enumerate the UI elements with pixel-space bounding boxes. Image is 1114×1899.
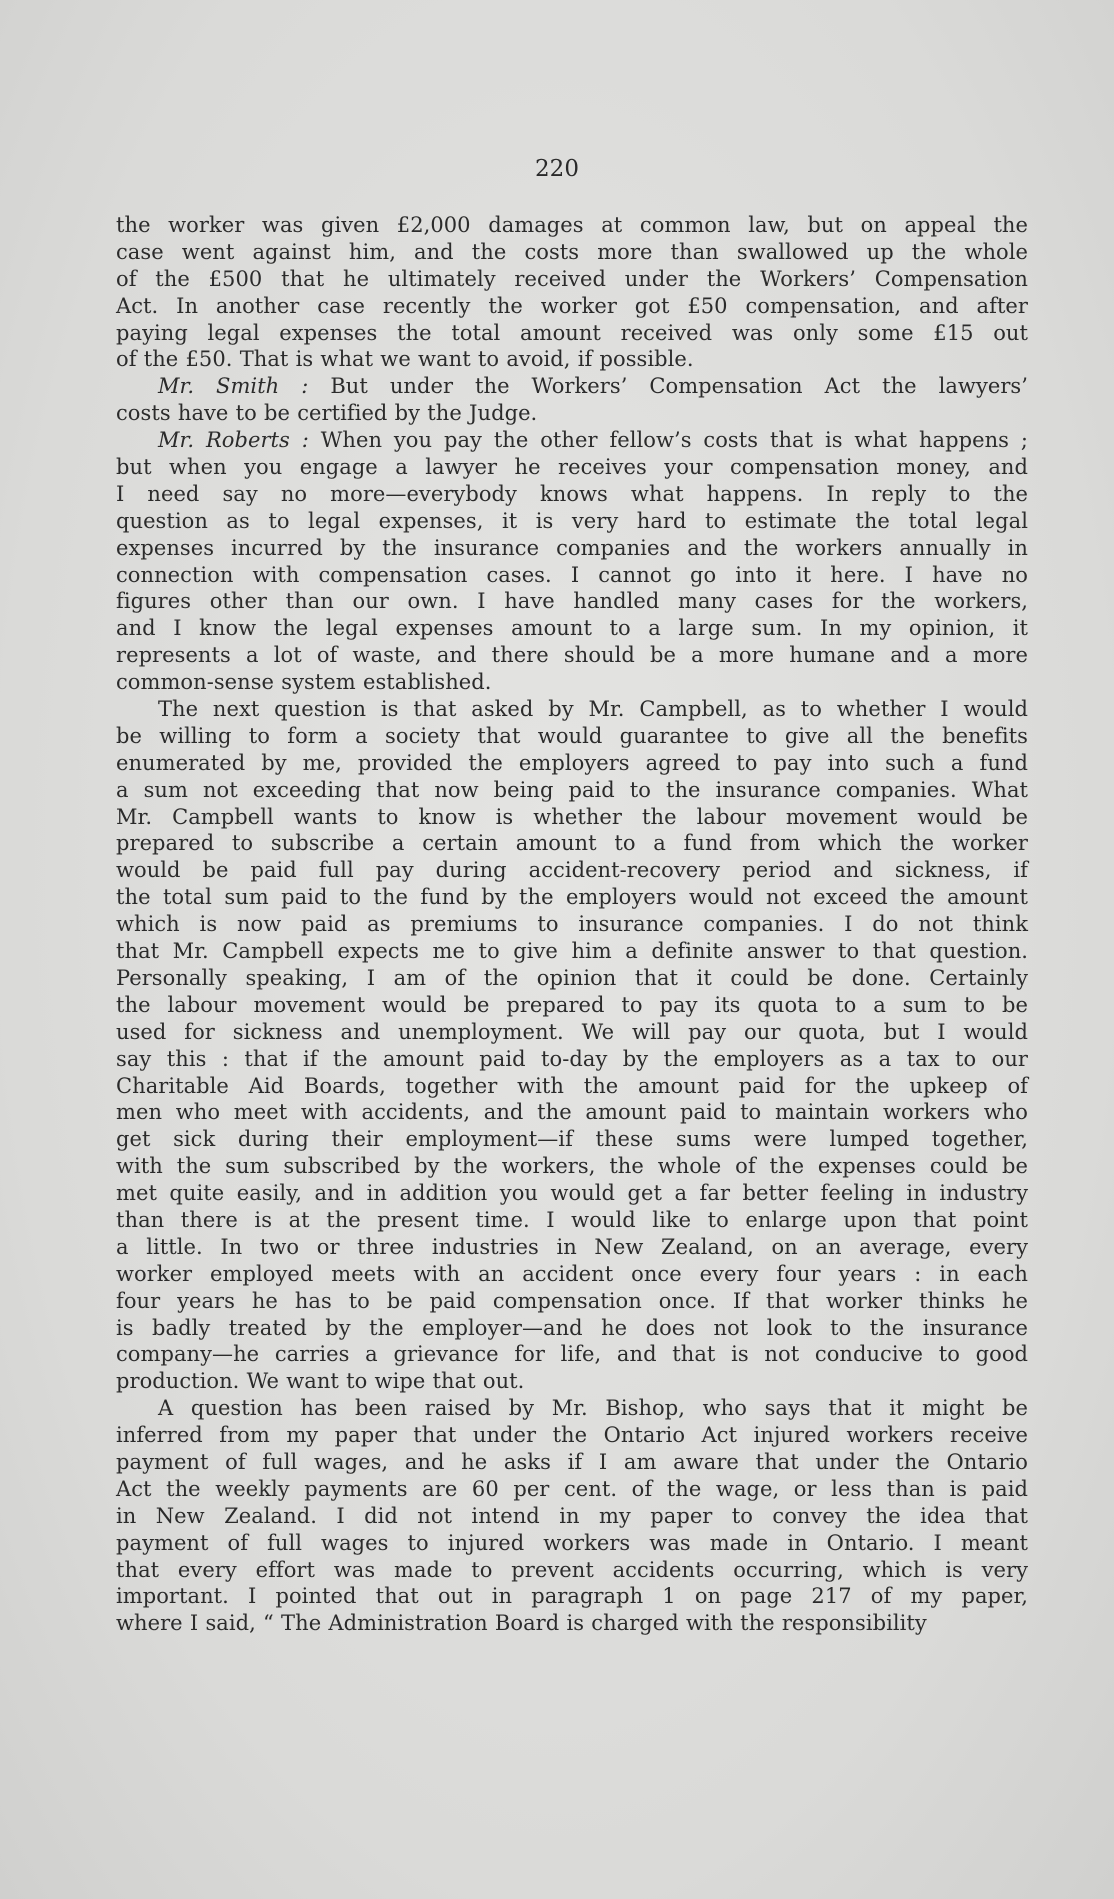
text-line bbox=[116, 1557, 1028, 1584]
line-text: Act the weekly payments are 60 per cent. of the wage, or less than is paid bbox=[116, 1476, 1028, 1501]
text-line bbox=[116, 1530, 1028, 1557]
line-text: that every effort was made to prevent accidents occurring, which is very bbox=[116, 1557, 1028, 1582]
line-text: production. We want to wipe that out. bbox=[116, 1369, 525, 1394]
line-text: The next question is that asked by Mr. Campbell, as to whether I would bbox=[158, 697, 1028, 722]
text-line bbox=[116, 1422, 1028, 1449]
line-text: a little. In two or three industries in New Zealand, on an average, every bbox=[116, 1234, 1028, 1259]
text-line bbox=[116, 1180, 1028, 1207]
line-text: When you pay the other fellow’s costs that is what happens ; bbox=[308, 428, 1028, 453]
text-line bbox=[116, 1019, 1028, 1046]
text-line bbox=[116, 346, 1028, 373]
text-line bbox=[116, 508, 1028, 535]
line-text: where I said, “ The Administration Board is charged with the responsibility bbox=[116, 1611, 927, 1636]
line-text: and I know the legal expenses amount to a large sum. In my opinion, it bbox=[116, 616, 1028, 641]
line-text: figures other than our own. I have handled many cases for the workers, bbox=[116, 589, 1028, 614]
line-text: I need say no more—everybody knows what happens. In reply to the bbox=[116, 481, 1028, 506]
line-text: Personally speaking, I am of the opinion that it could be done. Certainly bbox=[116, 965, 1028, 990]
line-text: say this : that if the amount paid to-day by the employers as a tax to our bbox=[116, 1046, 1028, 1071]
line-text: of the £500 that he ultimately received under the Workers’ Compensation bbox=[116, 266, 1028, 291]
text-line bbox=[116, 1046, 1028, 1073]
paragraph bbox=[116, 696, 1028, 1395]
line-text: which is now paid as premiums to insurance companies. I do not think bbox=[116, 912, 1028, 937]
line-text: payment of full wages to injured workers was made in Ontario. I meant bbox=[116, 1530, 1028, 1555]
text-line bbox=[116, 1610, 1028, 1637]
text-line bbox=[116, 1261, 1028, 1288]
line-text: company—he carries a grievance for life, and that is not conducive to good bbox=[116, 1342, 1028, 1367]
speaker-name: Mr. Roberts : bbox=[158, 428, 309, 453]
text-line bbox=[116, 1368, 1028, 1395]
text-line bbox=[116, 1073, 1028, 1100]
text-line bbox=[116, 535, 1028, 562]
text-line bbox=[116, 1288, 1028, 1315]
line-text: question as to legal expenses, it is very hard to estimate the total legal bbox=[116, 508, 1028, 533]
line-text: in New Zealand. I did not intend in my paper to convey the idea that bbox=[116, 1503, 1028, 1528]
text-line bbox=[116, 777, 1028, 804]
paragraph bbox=[116, 212, 1028, 373]
text-line bbox=[116, 427, 1028, 454]
line-text: that Mr. Campbell expects me to give him a definite answer to that question. bbox=[116, 939, 1028, 964]
text-line bbox=[116, 373, 1028, 400]
line-text: with the sum subscribed by the workers, the whole of the expenses could be bbox=[116, 1154, 1028, 1179]
line-text: Charitable Aid Boards, together with the amount paid for the upkeep of bbox=[116, 1073, 1028, 1098]
text-line bbox=[116, 965, 1028, 992]
text-line bbox=[116, 400, 1028, 427]
line-text: paying legal expenses the total amount received was only some £15 out bbox=[116, 320, 1028, 345]
paragraph bbox=[116, 427, 1028, 696]
line-text: men who meet with accidents, and the amount paid to maintain workers who bbox=[116, 1100, 1028, 1125]
page-number: 220 bbox=[535, 156, 579, 182]
line-text: the labour movement would be prepared to pay its quota to a sum to be bbox=[116, 992, 1028, 1017]
line-text: of the £50. That is what we want to avoid, if possible. bbox=[116, 347, 694, 372]
line-text: the total sum paid to the fund by the employers would not exceed the amount bbox=[116, 885, 1028, 910]
line-text: a sum not exceeding that now being paid to the insurance companies. What bbox=[116, 777, 1028, 802]
paragraph bbox=[116, 373, 1028, 427]
text-line bbox=[116, 696, 1028, 723]
text-line bbox=[116, 884, 1028, 911]
line-text: Act. In another case recently the worker got £50 compensation, and after bbox=[116, 293, 1028, 318]
line-text: payment of full wages, and he asks if I am aware that under the Ontario bbox=[116, 1449, 1028, 1474]
text-line bbox=[116, 481, 1028, 508]
line-text: be willing to form a society that would guarantee to give all the benefits bbox=[116, 723, 1028, 748]
text-line bbox=[116, 562, 1028, 589]
text-line bbox=[116, 588, 1028, 615]
text-line bbox=[116, 1099, 1028, 1126]
line-text: but when you engage a lawyer he receives your compensation money, and bbox=[116, 455, 1028, 480]
text-line bbox=[116, 1476, 1028, 1503]
text-line bbox=[116, 1395, 1028, 1422]
text-line bbox=[116, 1449, 1028, 1476]
text-line bbox=[116, 1315, 1028, 1342]
text-line bbox=[116, 1341, 1028, 1368]
text-line bbox=[116, 239, 1028, 266]
text-line bbox=[116, 293, 1028, 320]
line-text: costs have to be certified by the Judge. bbox=[116, 401, 538, 426]
line-text: enumerated by me, provided the employers agreed to pay into such a fund bbox=[116, 750, 1028, 775]
text-line bbox=[116, 266, 1028, 293]
line-text: common-sense system established. bbox=[116, 670, 492, 695]
line-text: case went against him, and the costs more than swallowed up the whole bbox=[116, 239, 1028, 264]
line-text: four years he has to be paid compensation once. If that worker thinks he bbox=[116, 1288, 1028, 1313]
line-text: the worker was given £2,000 damages at common law, but on appeal the bbox=[116, 213, 1028, 237]
speaker-name: Mr. Smith : bbox=[158, 374, 309, 399]
line-text: important. I pointed that out in paragraph 1 on page 217 of my paper, bbox=[116, 1584, 1028, 1609]
line-text: would be paid full pay during accident-recovery period and sickness, if bbox=[116, 858, 1028, 883]
text-line bbox=[116, 938, 1028, 965]
text-line bbox=[116, 857, 1028, 884]
line-text: prepared to subscribe a certain amount to a fund from which the worker bbox=[116, 831, 1028, 856]
text-line bbox=[116, 992, 1028, 1019]
text-line bbox=[116, 1153, 1028, 1180]
line-text: inferred from my paper that under the Ontario Act injured workers receive bbox=[116, 1423, 1028, 1448]
paragraph bbox=[116, 1395, 1028, 1637]
text-line bbox=[116, 1234, 1028, 1261]
text-line bbox=[116, 911, 1028, 938]
line-text: used for sickness and unemployment. We will pay our quota, but I would bbox=[116, 1019, 1028, 1044]
body-text bbox=[116, 212, 1028, 1637]
text-line bbox=[116, 615, 1028, 642]
text-line bbox=[116, 212, 1028, 239]
line-text: A question has been raised by Mr. Bishop, who says that it might be bbox=[158, 1396, 1028, 1421]
line-text: get sick during their employment—if these sums were lumped together, bbox=[116, 1127, 1028, 1152]
line-text: represents a lot of waste, and there should be a more humane and a more bbox=[116, 643, 1028, 668]
text-line bbox=[116, 723, 1028, 750]
text-line bbox=[116, 804, 1028, 831]
text-line bbox=[116, 320, 1028, 347]
line-text: is badly treated by the employer—and he does not look to the insurance bbox=[116, 1315, 1028, 1340]
line-text: But under the Workers’ Compensation Act the lawyers’ bbox=[308, 374, 1028, 399]
text-line bbox=[116, 1207, 1028, 1234]
text-line bbox=[116, 454, 1028, 481]
line-text: met quite easily, and in addition you would get a far better feeling in industry bbox=[116, 1181, 1028, 1206]
text-line bbox=[116, 1503, 1028, 1530]
text-line bbox=[116, 642, 1028, 669]
text-line bbox=[116, 669, 1028, 696]
text-line bbox=[116, 830, 1028, 857]
text-line bbox=[116, 1583, 1028, 1610]
line-text: expenses incurred by the insurance companies and the workers annually in bbox=[116, 535, 1028, 560]
text-line bbox=[116, 750, 1028, 777]
line-text: connection with compensation cases. I cannot go into it here. I have no bbox=[116, 562, 1028, 587]
line-text: than there is at the present time. I would like to enlarge upon that point bbox=[116, 1207, 1028, 1232]
text-line bbox=[116, 1126, 1028, 1153]
line-text: Mr. Campbell wants to know is whether the labour movement would be bbox=[116, 804, 1028, 829]
line-text: worker employed meets with an accident once every four years : in each bbox=[116, 1261, 1028, 1286]
